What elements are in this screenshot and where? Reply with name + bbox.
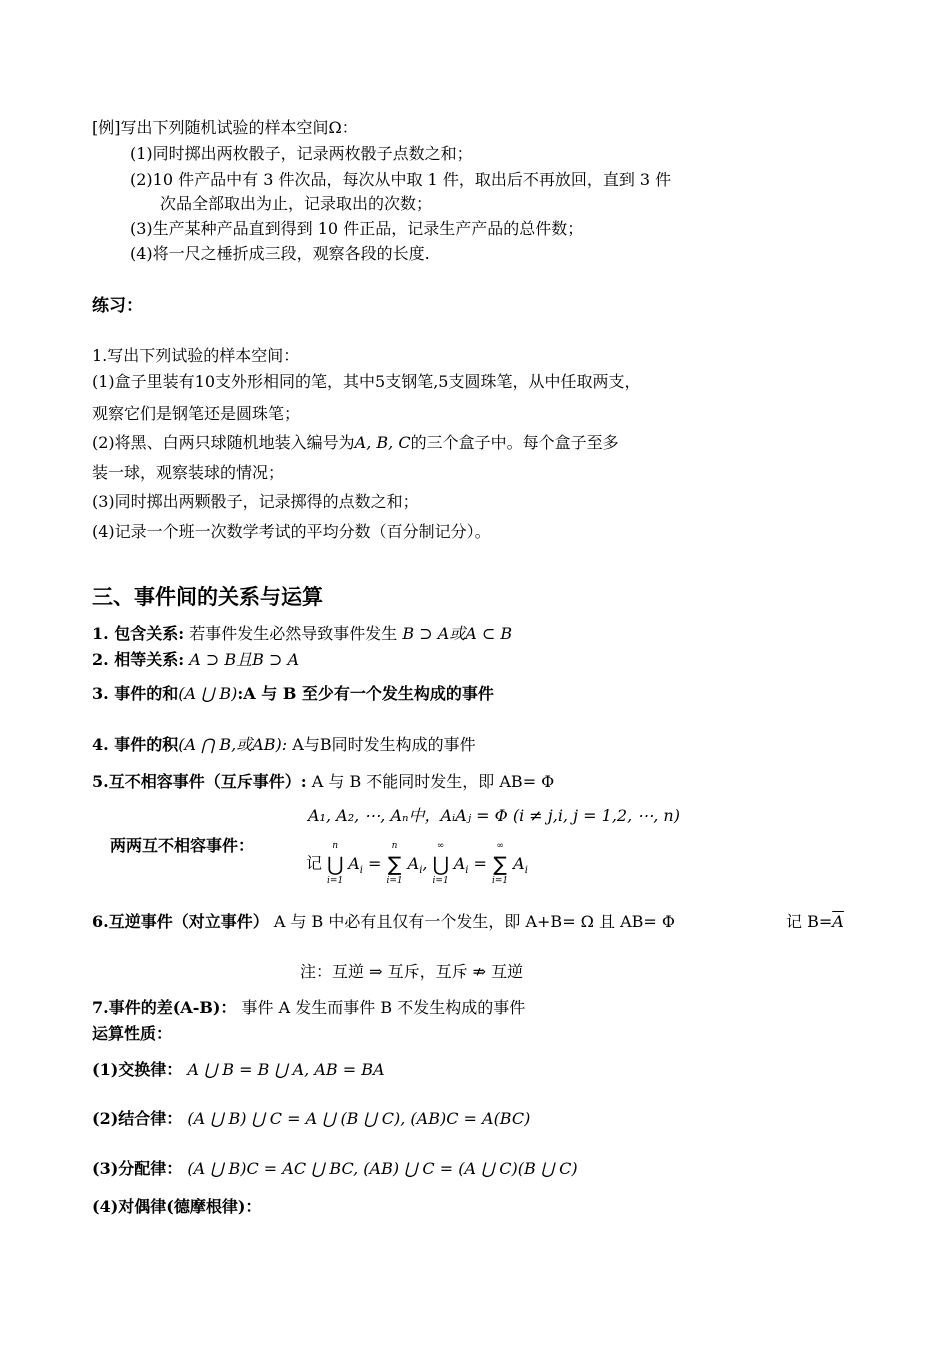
pairwise-line-2-prefix: 记 — [306, 853, 323, 873]
relation-6 — [92, 912, 675, 931]
exercise-line-4 — [92, 433, 619, 452]
relation-3-text: :A 与 B 至少有一个发生构成的事件 — [237, 684, 494, 703]
property-1-label: (1)交换律： — [92, 1060, 183, 1079]
relation-2-label: 2. 相等关系: — [92, 650, 185, 669]
exercise-heading: 练习： — [92, 296, 143, 316]
relation-6-note-var: $\overline{A}$ — [832, 912, 844, 931]
pairwise-line-2: 记 n ⋃ i=1 $A_i$ = n ∑ i=1 $A_i$, ∞ ⋃ i=1 $A_i$ = ∞ ∑ i=1 $A_i$ — [306, 841, 528, 887]
exercise-line-6: (3)同时掷出两颗骰子，记录掷得的点数之和； — [92, 492, 419, 511]
example-item-2-cont: 次品全部取出为止，记录取出的次数； — [160, 194, 433, 213]
exercise-line-3: 观察它们是钢笔还是圆珠笔； — [92, 404, 301, 423]
relation-2 — [92, 650, 299, 669]
relation-4-label: 4. 事件的积 — [92, 735, 179, 754]
pairwise-label: 两两互不相容事件： — [110, 836, 255, 855]
relation-6-note-text: 记 B= — [786, 912, 833, 931]
exercise-line-1: 1.写出下列试验的样本空间： — [92, 346, 300, 365]
exercise-line-4-b: 的三个盒子中。每个盒子至多 — [410, 433, 619, 452]
example-item-2: (2)10 件产品中有 3 件次品，每次从中取 1 件，取出后不再放回，直到 3 件 — [130, 170, 672, 189]
note: 注：互逆 ⇒ 互斥，互斥 ⇏ 互逆 — [300, 962, 524, 981]
relation-6-text: A 与 B 中必有且仅有一个发生，即 A+B= Ω 且 AB= Φ — [273, 912, 676, 931]
relation-3 — [92, 684, 494, 703]
exercise-line-4-a: (2)将黑、白两只球随机地装入编号为 — [92, 433, 355, 452]
relation-5 — [92, 772, 554, 791]
example-item-1: (1)同时掷出两枚骰子，记录两枚骰子点数之和； — [130, 144, 473, 163]
relation-3-formula: (A ⋃ B) — [178, 684, 238, 703]
exercise-line-7: (4)记录一个班一次数学考试的平均分数（百分制记分）。 — [92, 522, 491, 541]
big-sum-operator: n ∑ i=1 — [386, 841, 403, 887]
relation-3-label: 3. 事件的和 — [92, 684, 179, 703]
example-title: [例]写出下列随机试验的样本空间Ω： — [92, 118, 358, 137]
relation-1-label: 1. 包含关系: — [92, 624, 185, 643]
property-1-formula: A ⋃ B = B ⋃ A, AB = BA — [187, 1060, 385, 1079]
relation-2-formula: A ⊃ B且B ⊃ A — [189, 650, 300, 669]
relation-5-label: 5.互不相容事件（互斥事件）: — [92, 772, 307, 791]
example-item-4: (4)将一尺之棰折成三段，观察各段的长度. — [130, 244, 430, 263]
exercise-line-5: 装一球，观察装球的情况； — [92, 463, 285, 482]
pairwise-line-1: A₁, A₂, ⋯, Aₙ中，AᵢAⱼ = Φ (i ≠ j,i, j = 1,2, ⋯, n) — [308, 806, 680, 825]
property-3 — [92, 1159, 578, 1178]
relation-4-formula: (A ⋂ B,或AB): — [178, 735, 288, 754]
relation-7-text: 事件 A 发生而事件 B 不发生构成的事件 — [241, 998, 526, 1017]
relation-4 — [92, 735, 476, 754]
relation-5-text: A 与 B 不能同时发生，即 AB= Φ — [311, 772, 555, 791]
props-heading: 运算性质： — [92, 1024, 173, 1043]
property-3-formula: (A ⋃ B)C = AC ⋃ BC, (AB) ⋃ C = (A ⋃ C)(B ⋃ C) — [187, 1159, 578, 1178]
relation-1 — [92, 624, 512, 643]
property-1 — [92, 1060, 385, 1079]
property-2 — [92, 1109, 530, 1128]
relation-4-text: A与B同时发生构成的事件 — [292, 735, 476, 754]
section-title: 三、事件间的关系与运算 — [92, 584, 323, 609]
property-2-formula: (A ⋃ B) ⋃ C = A ⋃ (B ⋃ C), (AB)C = A(BC) — [187, 1109, 531, 1128]
relation-1-formula: B ⊃ A或A ⊂ B — [402, 624, 513, 643]
exercise-line-4-vars: A, B, C — [354, 433, 411, 452]
exercise-line-2: (1)盒子里装有10支外形相同的笔，其中5支钢笔,5支圆珠笔，从中任取两支， — [92, 372, 641, 391]
big-sum-operator-inf: ∞ ∑ i=1 — [491, 841, 509, 887]
relation-7-label: 7.事件的差(A-B)： — [92, 998, 237, 1017]
big-union-operator-inf: ∞ ⋃ i=1 — [432, 841, 450, 887]
relation-6-note — [786, 912, 844, 931]
relation-1-text: 若事件发生必然导致事件发生 — [189, 624, 398, 643]
big-union-operator: n ⋃ i=1 — [327, 841, 344, 887]
property-2-label: (2)结合律： — [92, 1109, 183, 1128]
relation-7 — [92, 998, 525, 1017]
property-3-label: (3)分配律： — [92, 1159, 183, 1178]
example-item-3: (3)生产某种产品直到得到 10 件正品，记录生产产品的总件数； — [130, 219, 584, 238]
property-4: (4)对偶律(德摩根律)： — [92, 1197, 262, 1216]
relation-6-label: 6.互逆事件（对立事件） — [92, 912, 269, 931]
